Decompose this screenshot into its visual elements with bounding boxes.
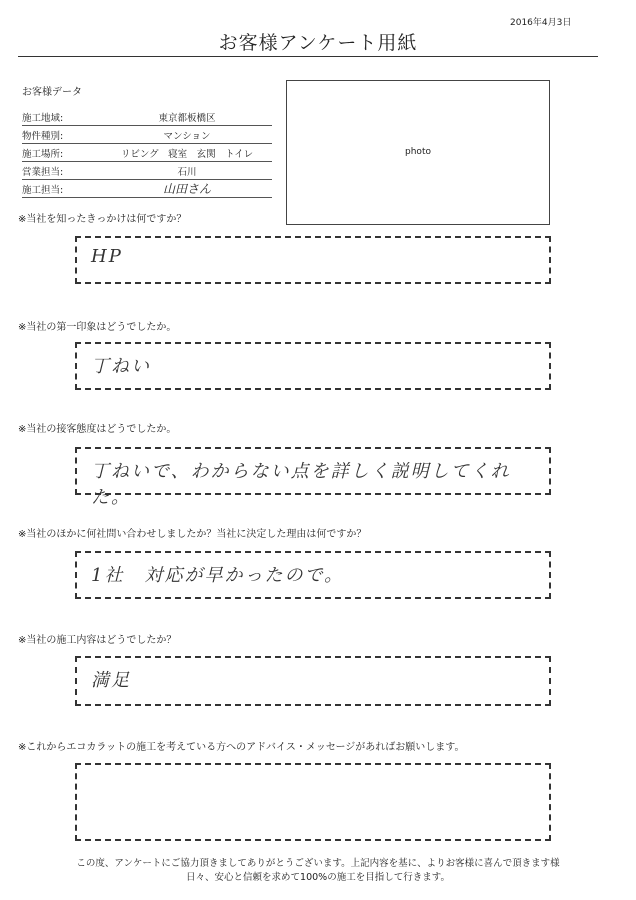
- title-underline: [18, 56, 598, 57]
- row-label: 営業担当:: [22, 167, 64, 178]
- customer-row-location: [22, 144, 272, 162]
- customer-row-area: [22, 108, 272, 126]
- row-value: マンション: [163, 131, 211, 142]
- answer-5-text: 満足: [91, 670, 131, 691]
- customer-data-heading: お客様データ: [22, 87, 82, 98]
- question-2: ※当社の第一印象はどうでしたか。: [18, 322, 177, 333]
- row-value: リビング 寝室 玄関 トイレ: [120, 149, 254, 160]
- answer-box-1: [75, 236, 551, 284]
- survey-date: 2016年4月3日: [510, 18, 572, 28]
- question-5: ※当社の施工内容はどうでしたか？: [18, 635, 177, 646]
- customer-row-property-type: [22, 126, 272, 144]
- photo-label: photo: [405, 147, 431, 157]
- question-4: ※当社のほかに何社問い合わせしましたか？当社に決定した理由は何ですか？: [18, 529, 367, 540]
- answer-box-5: [75, 656, 551, 706]
- answer-box-4: [75, 551, 551, 599]
- question-1: ※当社を知ったきっかけは何ですか？: [18, 214, 187, 225]
- row-label: 施工地域:: [22, 113, 64, 124]
- row-value-handwritten: 山田さん: [162, 182, 211, 196]
- row-label: 施工場所:: [22, 149, 64, 160]
- question-3: ※当社の接客態度はどうでしたか。: [18, 424, 177, 435]
- row-value: 東京都板橋区: [158, 113, 216, 124]
- answer-2-text: 丁ねい: [91, 356, 151, 377]
- footer-message-line-2: 日々、安心と信頼を求めて100%の施工を目指して行きます。: [186, 872, 450, 883]
- row-label: 施工担当:: [22, 185, 64, 196]
- row-label: 物件種別:: [22, 131, 64, 142]
- answer-box-3: [75, 447, 551, 508]
- answer-4-text: 1社 対応が早かったので。: [91, 565, 345, 586]
- row-value: 石川: [177, 167, 197, 178]
- customer-row-installer: [22, 180, 272, 198]
- answer-3-text: 丁ねいで、わからない点を詳しく説明してくれた。: [91, 461, 511, 508]
- answer-box-6: [75, 763, 551, 841]
- photo-placeholder: [286, 80, 550, 225]
- question-6: ※これからエコカラットの施工を考えている方へのアドバイス・メッセージがあればお願いします。: [18, 742, 465, 753]
- answer-box-2: [75, 342, 551, 390]
- footer-message-line-1: この度、アンケートにご協力頂きましてありがとうございます。上記内容を基に、よりお客様に喜んで頂きます様: [76, 858, 560, 869]
- page-title: お客様アンケート用紙: [218, 32, 418, 54]
- customer-row-sales-rep: [22, 162, 272, 180]
- answer-1-text: HP: [91, 246, 123, 267]
